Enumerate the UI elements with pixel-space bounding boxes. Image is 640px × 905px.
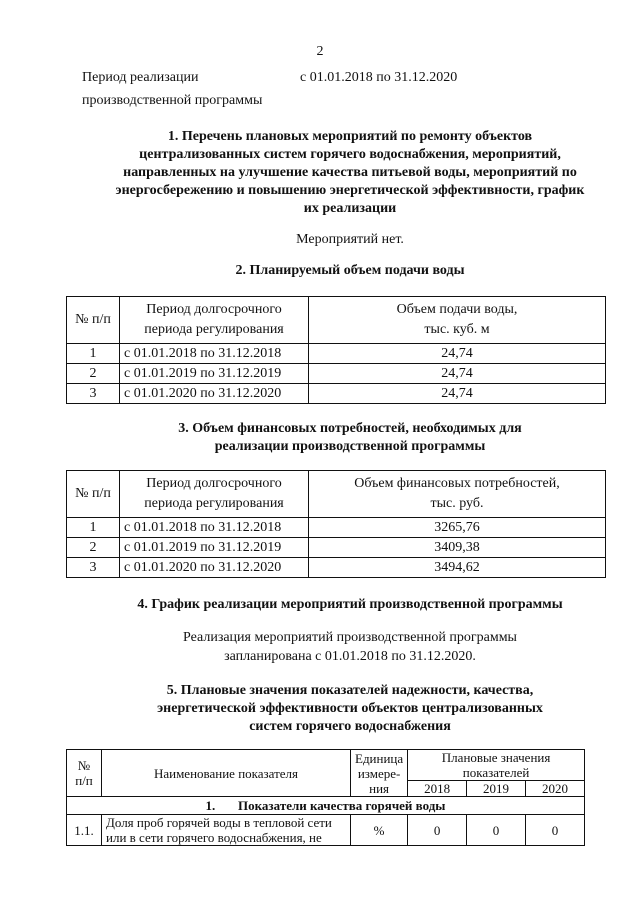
header-year: 2018 [408, 781, 467, 797]
table-row [67, 815, 585, 846]
header-line: показателей [462, 765, 530, 780]
section-title-cell [67, 797, 585, 815]
cell-unit: % [351, 815, 408, 846]
cell-num: 2 [67, 364, 120, 384]
cell-period: с 01.01.2020 по 31.12.2020 [120, 384, 309, 404]
period-label-line: производственной программы [82, 93, 263, 108]
cell-period: с 01.01.2019 по 31.12.2019 [120, 538, 309, 558]
section4-heading: 4. График реализации мероприятий производственной программы [137, 597, 563, 612]
page-number: 2 [316, 44, 324, 59]
section1-text: Мероприятий нет. [296, 232, 404, 247]
table-row [67, 364, 606, 384]
heading-line: 3. Объем финансовых потребностей, необходимых для [178, 421, 522, 436]
cell-value: 24,74 [309, 384, 606, 404]
cell-2019: 0 [467, 815, 526, 846]
header-planned [408, 750, 585, 781]
group-num: 1. [205, 798, 216, 813]
section1-heading [70, 128, 630, 218]
heading-line: энергосбережению и повышению энергетической эффективности, график [115, 183, 585, 198]
table-header-row [67, 297, 606, 344]
group-title: Показатели качества горячей воды [238, 798, 446, 813]
cell-num: 1 [67, 518, 120, 538]
cell-2018: 0 [408, 815, 467, 846]
header-line: ния [369, 780, 390, 796]
table-row [67, 558, 606, 578]
cell-num: 3 [67, 558, 120, 578]
section4-text [70, 628, 630, 666]
name-line: или в сети горячего водоснабжения, не [106, 830, 322, 845]
heading-line: систем горячего водоснабжения [249, 719, 451, 734]
header-line: периода регулирования [144, 322, 284, 337]
cell-value: 24,74 [309, 344, 606, 364]
cell-period: с 01.01.2018 по 31.12.2018 [120, 344, 309, 364]
period-label [82, 66, 262, 112]
table-row [67, 518, 606, 538]
table-row [67, 344, 606, 364]
header-num [67, 750, 102, 797]
heading-line: реализации производственной программы [214, 439, 486, 454]
heading-line: 1. Перечень плановых мероприятий по ремонту объектов [167, 129, 533, 144]
heading-line: централизованных систем горячего водоснабжения, мероприятий, [139, 147, 561, 162]
header-line: Период долгосрочного [146, 302, 282, 317]
water-supply-table [66, 296, 606, 404]
cell-value: 24,74 [309, 364, 606, 384]
cell-period: с 01.01.2018 по 31.12.2018 [120, 518, 309, 538]
header-line: тыс. руб. [430, 496, 484, 511]
header-line: Плановые значения [441, 750, 551, 765]
indicators-table [66, 749, 585, 846]
cell-num: 1.1. [67, 815, 102, 846]
cell-name [102, 815, 351, 846]
header-value [309, 471, 606, 518]
cell-period: с 01.01.2019 по 31.12.2019 [120, 364, 309, 384]
header-unit [351, 750, 408, 797]
cell-num: 2 [67, 538, 120, 558]
table-section-row [67, 797, 585, 815]
cell-value: 3494,62 [309, 558, 606, 578]
table-header-row [67, 471, 606, 518]
section5-heading [70, 682, 630, 736]
header-year: 2020 [526, 781, 585, 797]
period-value: с 01.01.2018 по 31.12.2020 [300, 70, 458, 85]
header-line: п/п [75, 773, 93, 788]
name-line: Доля проб горячей воды в тепловой сети [106, 815, 332, 830]
table-row [67, 384, 606, 404]
cell-num: 3 [67, 384, 120, 404]
heading-line: их реализации [303, 201, 397, 216]
header-period [120, 471, 309, 518]
header-num: № п/п [67, 471, 120, 518]
cell-period: с 01.01.2020 по 31.12.2020 [120, 558, 309, 578]
header-line: Объем финансовых потребностей, [354, 476, 560, 491]
header-num: № п/п [67, 297, 120, 344]
table-header-row [67, 750, 585, 781]
cell-value: 3265,76 [309, 518, 606, 538]
header-name: Наименование показателя [102, 750, 351, 797]
header-period [120, 297, 309, 344]
header-year: 2019 [467, 781, 526, 797]
header-line: тыс. куб. м [424, 322, 490, 337]
section2-heading: 2. Планируемый объем подачи воды [235, 263, 465, 278]
header-line: № [77, 758, 91, 773]
cell-value: 3409,38 [309, 538, 606, 558]
heading-line: направленных на улучшение качества питьевой воды, мероприятий по [123, 165, 577, 180]
header-line: Объем подачи воды, [396, 302, 518, 317]
section3-heading [70, 420, 630, 456]
financial-needs-table [66, 470, 606, 578]
cell-2020: 0 [526, 815, 585, 846]
heading-line: энергетической эффективности объектов централизованных [157, 701, 543, 716]
header-value [309, 297, 606, 344]
text-line: Реализация мероприятий производственной программы [183, 630, 517, 645]
header-line: Единица [355, 750, 404, 766]
table-row [67, 538, 606, 558]
header-line: периода регулирования [144, 496, 284, 511]
heading-line: 5. Плановые значения показателей надежности, качества, [166, 683, 534, 698]
header-line: измере- [357, 765, 401, 781]
cell-num: 1 [67, 344, 120, 364]
header-line: Период долгосрочного [146, 476, 282, 491]
text-line: запланирована с 01.01.2018 по 31.12.2020. [224, 649, 476, 664]
period-label-line: Период реализации [82, 70, 199, 85]
